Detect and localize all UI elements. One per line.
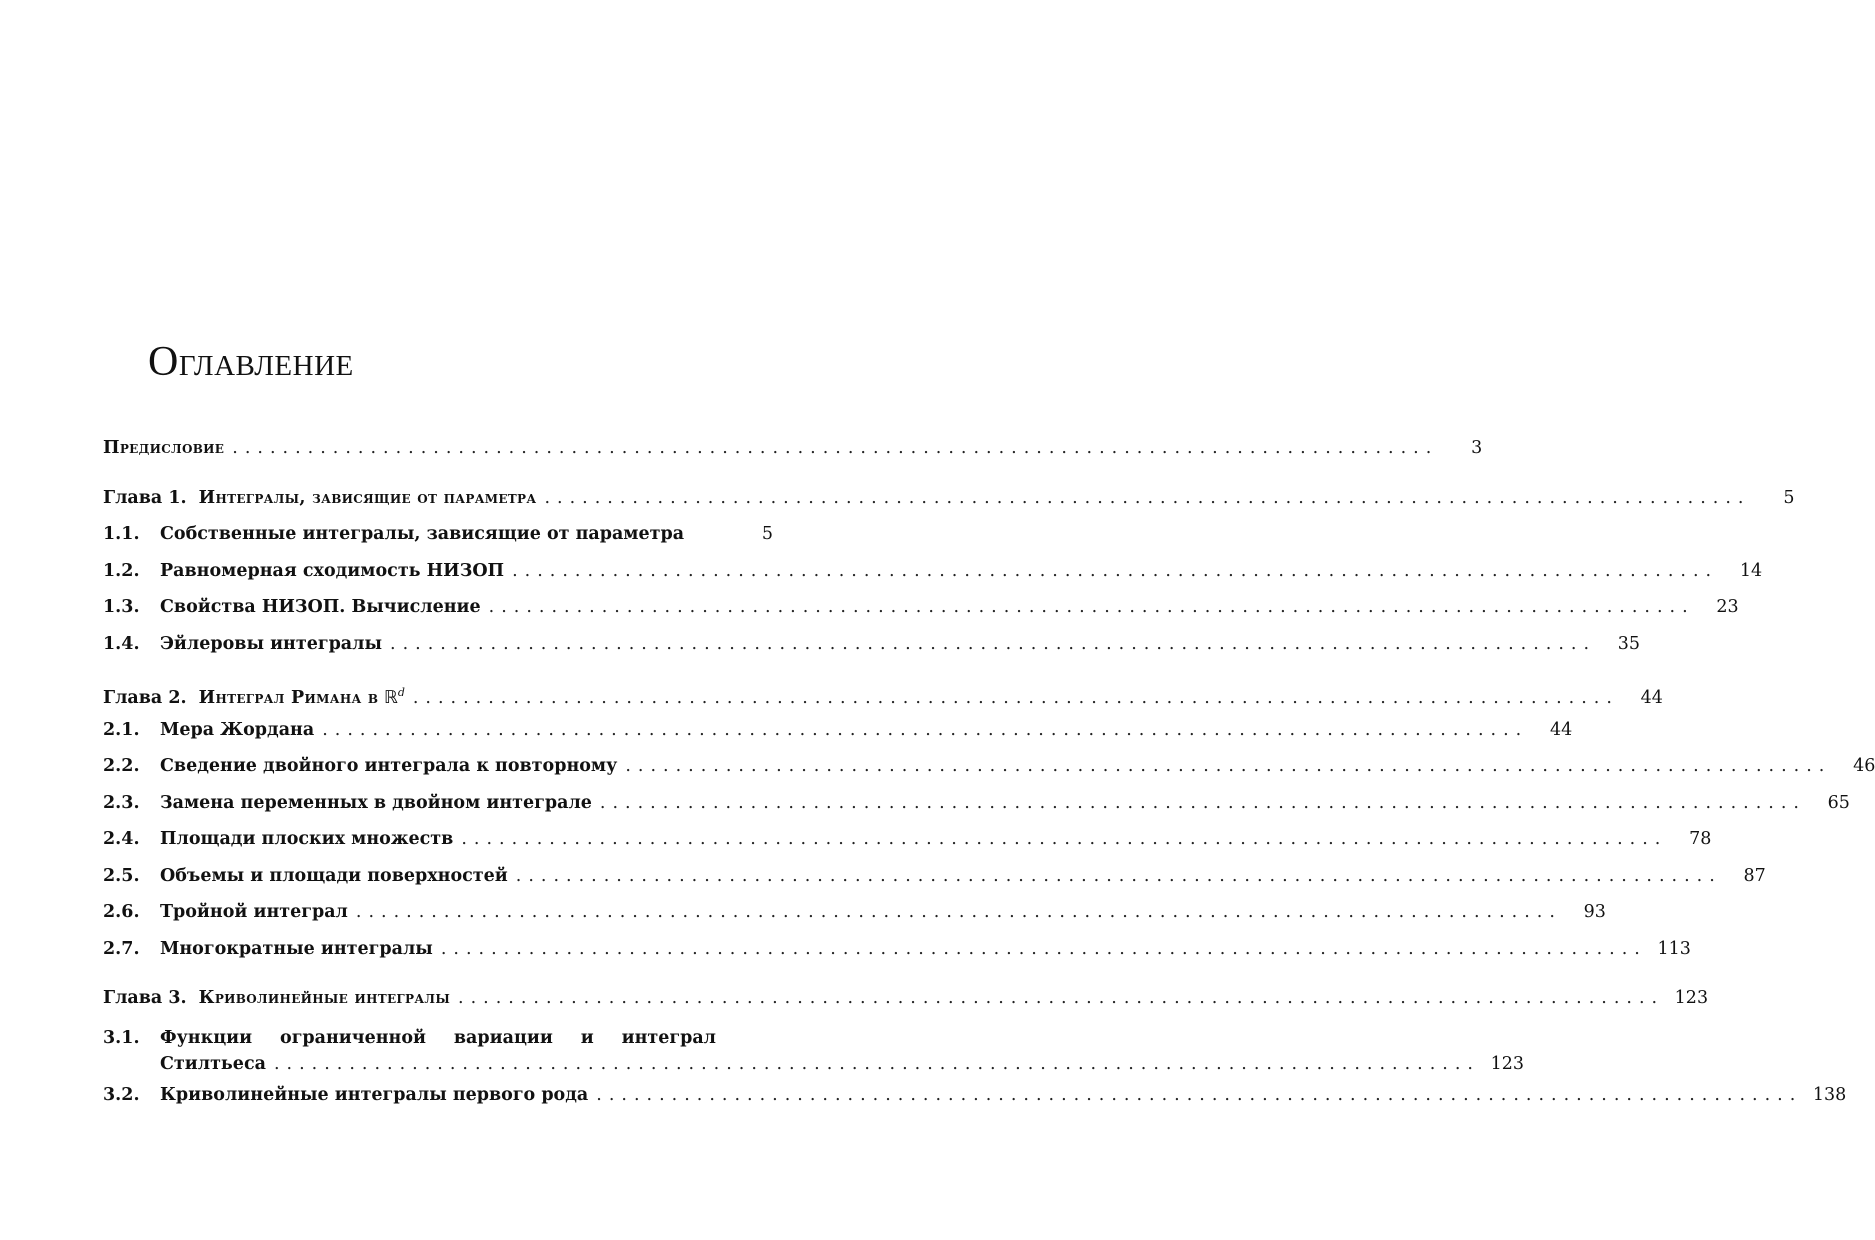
toc-page-number: 5 (1783, 487, 1795, 508)
section-number: 2.3. (103, 792, 140, 813)
section-title: Многократные интегралы (160, 938, 433, 959)
dot-leader (600, 785, 1806, 822)
toc-label: Предисловие (103, 438, 225, 458)
toc-entry-chapter-2[interactable] (103, 675, 1663, 712)
dimension-superscript: d (397, 686, 405, 699)
section-number: 1.3. (103, 597, 140, 617)
toc-entry-section[interactable] (103, 748, 1875, 785)
table-of-contents (103, 430, 1875, 1113)
section-title-line-2: Стилтьеса (160, 1053, 266, 1074)
section-number: 2.6. (103, 902, 140, 922)
chapter-number: Глава 2. (103, 687, 187, 708)
section-title-line-2-row (160, 1051, 1524, 1077)
toc-entry-preface[interactable] (103, 430, 1483, 467)
dot-leader (274, 1051, 1480, 1077)
section-number: 2.7. (103, 938, 140, 959)
dot-leader (544, 480, 1750, 517)
real-space-symbol (378, 675, 405, 716)
toc-entry-section[interactable] (103, 821, 1712, 858)
toc-page-number: 23 (1716, 597, 1739, 617)
section-number: 1.4. (103, 633, 140, 654)
section-title: Собственные интегралы, зависящие от параметра (160, 524, 685, 544)
section-number: 3.1. (103, 1027, 140, 1048)
section-title: Площади плоских множеств (160, 829, 454, 849)
toc-page-number: 35 (1617, 633, 1641, 654)
toc-entry-section[interactable] (103, 931, 1691, 968)
toc-entry-section[interactable] (103, 894, 1606, 931)
toc-page-number: 44 (1549, 719, 1573, 740)
toc-entry-chapter-1[interactable] (103, 480, 1795, 517)
toc-page-number: 87 (1743, 865, 1766, 886)
toc-entry-section[interactable] (103, 626, 1641, 663)
toc-page-number: 65 (1827, 792, 1850, 813)
section-title: Равномерная сходимость НИЗОП (160, 560, 505, 581)
section-number: 2.4. (103, 829, 140, 849)
toc-entry-section[interactable] (103, 516, 773, 553)
section-title: Криволинейные интегралы первого рода (160, 1084, 589, 1105)
section-title: Тройной интеграл (160, 902, 348, 922)
dot-leader (516, 858, 1722, 895)
toc-entry-section[interactable] (103, 1017, 1524, 1077)
section-title: Эйлеровы интегралы (160, 633, 383, 654)
chapter-title: Интеграл Римана в (198, 687, 379, 708)
toc-page-number: 93 (1583, 902, 1606, 922)
toc-page-number: 123 (1490, 1053, 1524, 1074)
toc-page-number: 3 (1471, 438, 1483, 458)
toc-page-number: 123 (1674, 988, 1709, 1008)
dot-leader (232, 430, 1438, 467)
toc-entry-section[interactable] (103, 553, 1763, 590)
toc-entry-section[interactable] (103, 589, 1739, 626)
section-title: Сведение двойного интеграла к повторному (160, 756, 618, 776)
dot-leader (512, 553, 1718, 590)
toc-entry-section[interactable] (103, 1077, 1847, 1114)
toc-entry-section[interactable] (103, 712, 1573, 749)
toc-page-number: 46 (1853, 756, 1875, 776)
dot-leader (356, 894, 1562, 931)
real-symbol: ℝ (383, 687, 398, 708)
section-number: 2.2. (103, 756, 140, 776)
section-title: Объемы и площади поверхностей (160, 865, 508, 886)
dot-leader (458, 980, 1664, 1017)
section-title-block (160, 1025, 1524, 1077)
toc-entry-section[interactable] (103, 785, 1850, 822)
section-title: Замена переменных в двойном интеграле (160, 792, 592, 813)
toc-page-number: 14 (1739, 560, 1763, 581)
toc-page-number: 78 (1689, 829, 1712, 849)
dot-leader (596, 1077, 1802, 1114)
section-number: 1.2. (103, 560, 140, 581)
chapter-title: Криволинейные интегралы (198, 988, 451, 1008)
dot-leader (390, 626, 1596, 663)
section-number: 2.5. (103, 865, 140, 886)
section-title-line-1: Функции ограниченной вариации и интеграл (160, 1027, 716, 1048)
dot-leader (489, 589, 1695, 626)
chapter-number: Глава 1. (103, 487, 187, 508)
toc-entry-chapter-3[interactable] (103, 980, 1709, 1017)
section-title: Свойства НИЗОП. Вычисление (160, 597, 481, 617)
chapter-number: Глава 3. (103, 988, 187, 1008)
dot-leader (441, 931, 1647, 968)
section-number: 2.1. (103, 719, 140, 740)
toc-entry-section[interactable] (103, 858, 1766, 895)
section-title: Мера Жордана (160, 719, 315, 740)
toc-page-number: 44 (1640, 687, 1663, 708)
chapter-title: Интегралы, зависящие от параметра (198, 487, 537, 508)
toc-page-number: 5 (761, 524, 773, 544)
section-number: 1.1. (103, 524, 140, 544)
dot-leader (322, 712, 1528, 749)
toc-page-number: 138 (1812, 1084, 1847, 1105)
dot-leader (625, 748, 1831, 785)
dot-leader (461, 821, 1667, 858)
page-title: Оглавление (148, 339, 354, 386)
section-number: 3.2. (103, 1084, 140, 1105)
toc-page-number: 113 (1657, 938, 1691, 959)
